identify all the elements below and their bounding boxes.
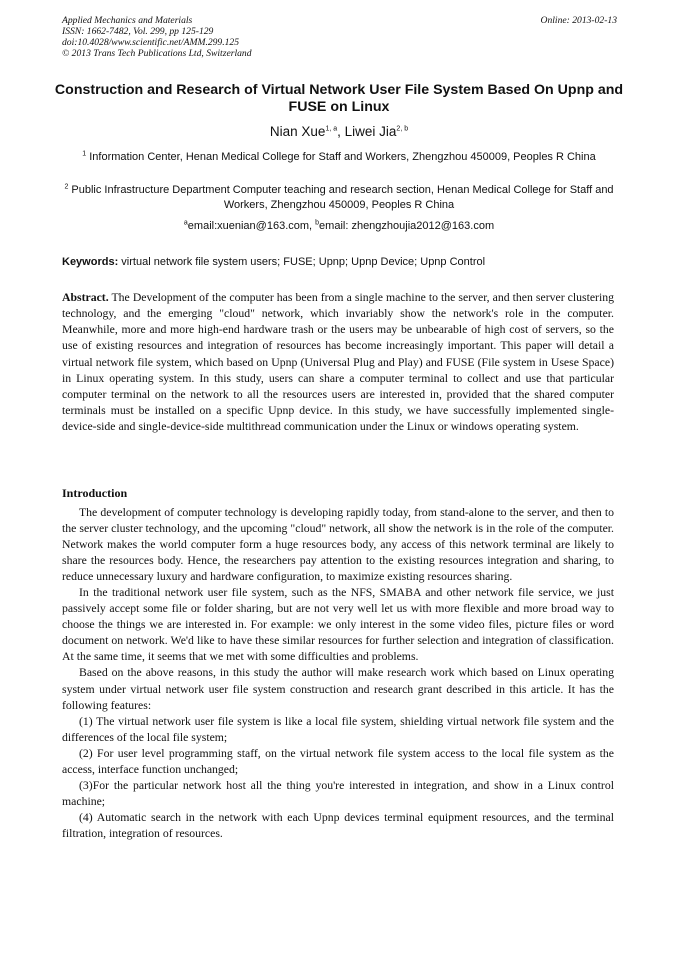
email-text: email: zhengzhoujia2012@163.com <box>319 220 495 232</box>
affiliation-number: 1 <box>82 150 87 158</box>
list-item: (3)For the particular network host all the thing you're interested in integration, and show in a Linux control machine; <box>62 778 614 808</box>
list-item: (2) For user level programming staff, on the virtual network file system access to the local file system as the access, interface function unchanged; <box>62 746 614 776</box>
author-name: Liwei Jia <box>344 124 397 139</box>
affiliation-text: Information Center, Henan Medical College for Staff and Workers, Zhengzhou 450009, Peoples R China <box>89 151 596 163</box>
paragraph: In the traditional network user file system, such as the NFS, SMABA and other network file service, we just passively accept some file or folder sharing, but are not very well let us with more flexible and more broad way to choose the things we are interested in. For example: we only interest in the some video files, picture files or word document on network. We'd like to have these similar resources for further selection and integration of classification. At the same time, it seems that we met with some difficulties and problems. <box>62 586 614 664</box>
affiliation-2 <box>60 183 618 213</box>
abstract-label: Abstract. <box>62 291 109 304</box>
journal-doi: doi:10.4028/www.scientific.net/AMM.299.125 <box>62 37 240 48</box>
paragraph: Based on the above reasons, in this study the author will make research work which based on Linux operating system under virtual network user file system construction and research grant described in this article. It has the following features: <box>62 666 614 712</box>
affiliation-text: Public Infrastructure Department Computer teaching and research section, Henan Medical College for Staff and Workers, Zhengzhou 450009, Peoples R China <box>71 184 614 211</box>
paragraph: The development of computer technology is developing rapidly today, from stand-alone to the server, and then to the server cluster technology, and the upcoming "cloud" network, all show the network is in the role of the computer. Network makes the world computer form a huge resources body, any access of this network terminal are likely to share the resources body. Hence, the researchers pay attention to the existing resources integration and sharing, to reduce unnecessary luxury and hardware configuration, to maximize existing resources sharing. <box>62 506 614 584</box>
introduction-body <box>62 505 614 842</box>
keywords-text: virtual network file system users; FUSE; Upnp; Upnp Device; Upnp Control <box>118 256 486 268</box>
list-item: (1) The virtual network user file system is like a local file system, shielding virtual network file system and the differences of the local file system; <box>62 714 614 744</box>
online-date: Online: 2013-02-13 <box>540 15 617 26</box>
abstract-text: The Development of the computer has been from a single machine to the server, and then server clustering technology, and the emerging "cloud" network, which invariably show the network's role in the computer. Meanwhile, more and more high-end hardware trash or the users may be unbearable of high cost of servers, so the use of existing resources and integration of resources has become increasingly important. This paper will detail a virtual network file system, which based on Upnp (Universal Plug and Play) and FUSE (File system in Usese Space) in Linux operating system. In this study, users can share a computer terminal to collect and use that particular computer terminal on the network to all the resources users are interested in, provided that the shared computer terminals must be installed on a specific Upnp device. In this study, we have successfully implemented single-device-side and single-device-side multithread communication under the Linux or windows operating system. <box>62 291 614 434</box>
section-heading: Introduction <box>62 486 128 500</box>
journal-header <box>62 15 617 59</box>
journal-issn: ISSN: 1662-7482, Vol. 299, pp 125-129 <box>62 26 214 37</box>
paper-title: Construction and Research of Virtual Network User File System Based On Upnp and FUSE on Linux <box>54 82 624 115</box>
author-superscript: 2, b <box>396 125 409 133</box>
list-item: (4) Automatic search in the network with each Upnp devices terminal equipment resources, and the terminal filtration, integration of resources. <box>62 810 614 840</box>
email-superscript: a <box>183 219 188 227</box>
author-superscript: 1, a <box>325 125 338 133</box>
affiliation-number: 2 <box>64 183 69 191</box>
keywords-label: Keywords: <box>62 256 119 268</box>
author-emails <box>48 219 630 234</box>
keywords <box>62 255 618 270</box>
author-list <box>48 124 630 140</box>
journal-copyright: © 2013 Trans Tech Publications Ltd, Switzerland <box>62 48 252 59</box>
abstract <box>62 290 614 435</box>
author-name: Nian Xue <box>269 124 326 139</box>
affiliation-1 <box>60 150 618 165</box>
email-text: email:xuenian@163.com, <box>187 220 316 232</box>
author-separator: , <box>337 124 345 139</box>
journal-name: Applied Mechanics and Materials <box>62 15 193 26</box>
email-superscript: b <box>315 219 320 227</box>
